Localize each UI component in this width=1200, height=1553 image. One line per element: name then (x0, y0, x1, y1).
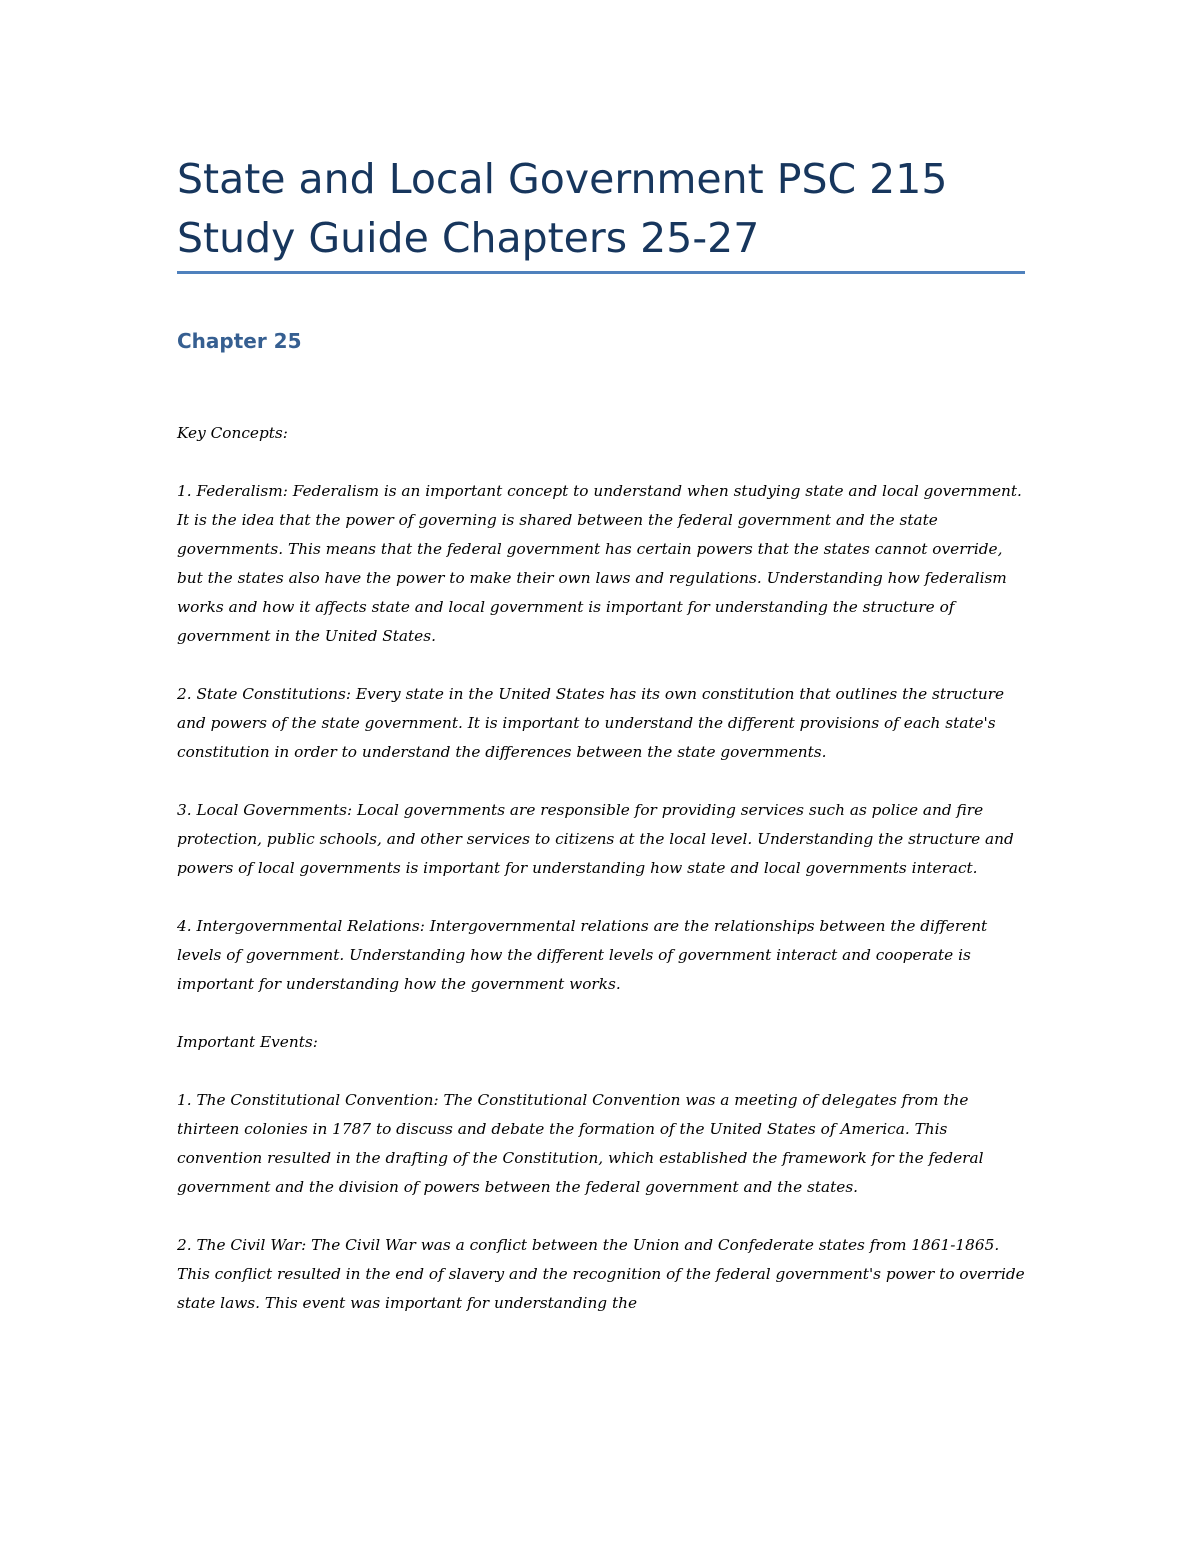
important-event-paragraph: 2. The Civil War: The Civil War was a conflict between the Union and Confederate states from 1861-1865. This conflict resulted in the end of slavery and the recognition of the federal government's power to override state laws. This event was important for understanding the (177, 1236, 1025, 1312)
spacer (177, 651, 1027, 680)
spacer (177, 1057, 1027, 1086)
spacer (177, 883, 1027, 912)
spacer (177, 1202, 1027, 1231)
document-title (177, 150, 1025, 268)
key-concepts-label: Key Concepts: (177, 424, 288, 442)
title-underline-rule (177, 271, 1025, 274)
key-concept-paragraph: 1. Federalism: Federalism is an important concept to understand when studying state and local government. It is the idea that the power of governing is shared between the federal government and the state governments. This means that the federal government has certain powers that the states cannot override, but the states also have the power to make their own laws and regulations. Understanding how federalism works and how it affects state and local government is important for understanding the structure of government in the United States. (177, 482, 1022, 645)
spacer (177, 999, 1027, 1028)
key-concept-paragraph: 4. Intergovernmental Relations: Intergovernmental relations are the relationships between the different levels of government. Understanding how the different levels of government interact and cooperate is important for understanding how the government works. (177, 917, 988, 993)
spacer (177, 448, 1027, 477)
key-concept-paragraph: 2. State Constitutions: Every state in the United States has its own constitution that outlines the structure and powers of the state government. It is important to understand the different provisions of each state's constitution in order to understand the differences between the state governments. (177, 685, 1005, 761)
spacer (177, 767, 1027, 796)
key-concept-paragraph: 3. Local Governments: Local governments are responsible for providing services such as police and fire protection, public schools, and other services to citizens at the local level. Understanding the structure and powers of local governments is important for understanding how state and local governments interact. (177, 801, 1014, 877)
important-event-paragraph: 1. The Constitutional Convention: The Constitutional Convention was a meeting of delegates from the thirteen colonies in 1787 to discuss and debate the formation of the United States of America. This convention resulted in the drafting of the Constitution, which established the framework for the federal government and the division of powers between the federal government and the states. (177, 1091, 984, 1196)
chapter-heading: Chapter 25 (177, 329, 302, 353)
document-body (177, 419, 1027, 1318)
important-events-label: Important Events: (177, 1033, 318, 1051)
title-line-2: Study Guide Chapters 25-27 (177, 214, 760, 262)
title-line-1: State and Local Government PSC 215 (177, 155, 948, 203)
